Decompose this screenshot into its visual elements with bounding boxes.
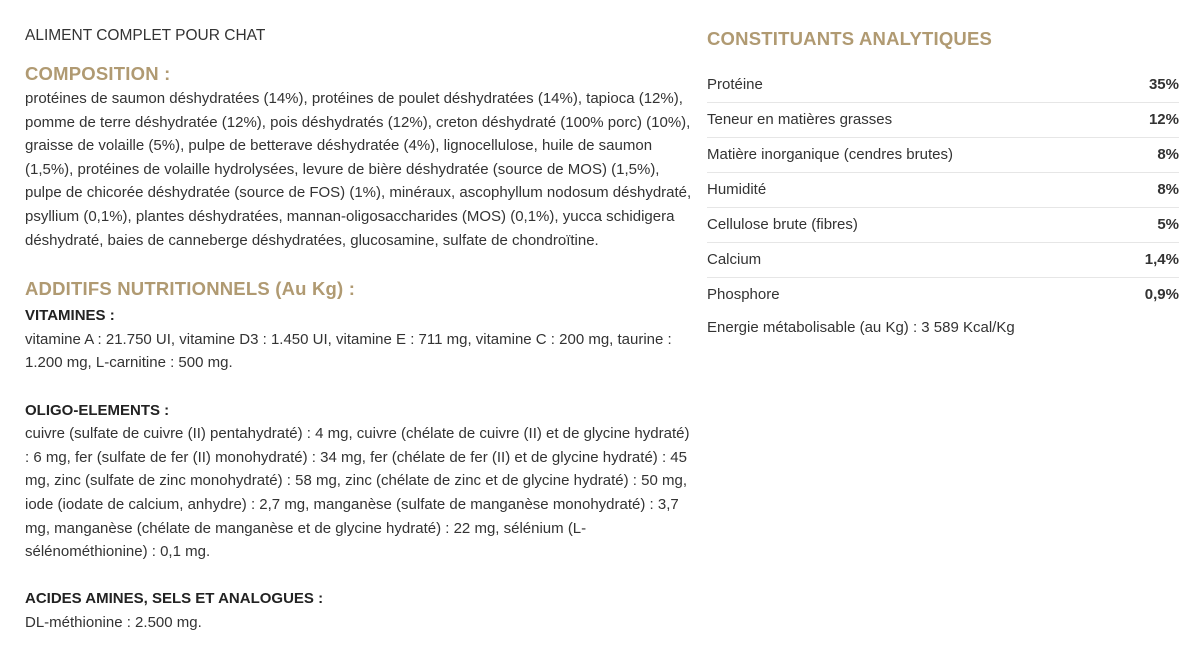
amino-acids-title: ACIDES AMINES, SELS ET ANALOGUES : (25, 590, 324, 608)
constituent-label: Teneur en matières grasses (707, 111, 893, 128)
constituents-heading: CONSTITUANTS ANALYTIQUES (707, 28, 993, 49)
constituent-value: 1,4% (1144, 251, 1179, 268)
constituent-label: Matière inorganique (cendres brutes) (707, 146, 953, 163)
constituent-value: 35% (1148, 76, 1179, 93)
constituent-value: 8% (1157, 181, 1179, 198)
constituents-table (707, 68, 1179, 312)
table-row (707, 278, 1179, 313)
constituent-value: 8% (1157, 146, 1179, 163)
table-row (707, 68, 1179, 103)
composition-heading: COMPOSITION : (25, 63, 171, 84)
left-column (25, 26, 693, 634)
constituent-value: 12% (1148, 111, 1179, 128)
table-row (707, 103, 1179, 138)
constituent-label: Phosphore (707, 286, 780, 303)
additives-heading: ADDITIFS NUTRITIONNELS (Au Kg) : (25, 278, 356, 300)
constituent-value: 0,9% (1144, 286, 1179, 303)
constituent-label: Calcium (707, 251, 762, 268)
constituent-label: Humidité (707, 181, 767, 198)
trace-elements-title: OLIGO-ELEMENTS : (25, 401, 170, 419)
table-row (707, 138, 1179, 173)
amino-acids-text: DL-méthionine : 2.500 mg. (25, 613, 202, 631)
table-row (707, 173, 1179, 208)
right-column (707, 26, 1179, 353)
vitamins-title: VITAMINES : (25, 307, 115, 325)
table-row (707, 243, 1179, 278)
composition-text: protéines de saumon déshydratées (14%), protéines de poulet déshydratées (14%), tapioca (12%), pomme de terre déshydratée (12%), pois déshydratés (12%), creton déshydraté (100% porc) (10%), graisse de volaille (5%), pulpe de betterave déshydratée (4%), lignocellulose, huile de saumon (1,5%), protéines de volaille hydrolysées, levure de bière déshydratée (source de MOS) (1,5%), pulpe de chicorée déshydratée (source de FOS) (1%), minéraux, ascophyllum nodosum déshydraté, psyllium (0,1%), plantes déshydratées, mannan-oligosaccharides (MOS) (0,1%), yucca schidigera déshydraté, baies de canneberge déshydratées, glucosamine, sulfate de chondroïtine. (25, 90, 692, 249)
energy-value: Energie métabolisable (au Kg) : 3 589 Kcal/Kg (707, 319, 1015, 336)
constituent-label: Cellulose brute (fibres) (707, 216, 858, 233)
constituent-value: 5% (1157, 216, 1179, 233)
trace-elements-text: cuivre (sulfate de cuivre (II) pentahydraté) : 4 mg, cuivre (chélate de cuivre (II) et de glycine hydraté) : 6 mg, fer (sulfate de fer (II) monohydraté) : 34 mg, fer (chélate de fer (II) et de glycine hydraté) : 45 mg, zinc (sulfate de zinc monohydraté) : 58 mg, zinc (chélate de zinc et de glycine hydraté) : 50 mg, iode (iodate de calcium, anhydre) : 2,7 mg, manganèse (sulfate de manganèse monohydraté) : 3,7 mg, manganèse (chélate de manganèse et de glycine hydraté) : 22 mg, sélénium (L-sélénométhionine) : 0,1 mg. (25, 425, 690, 561)
vitamins-text: vitamine A : 21.750 UI, vitamine D3 : 1.450 UI, vitamine E : 711 mg, vitamine C : 200 mg, taurine : 1.200 mg, L-carnitine : 500 mg. (25, 330, 672, 372)
table-row (707, 208, 1179, 243)
constituent-label: Protéine (707, 76, 763, 93)
product-type: ALIMENT COMPLET POUR CHAT (25, 27, 266, 44)
